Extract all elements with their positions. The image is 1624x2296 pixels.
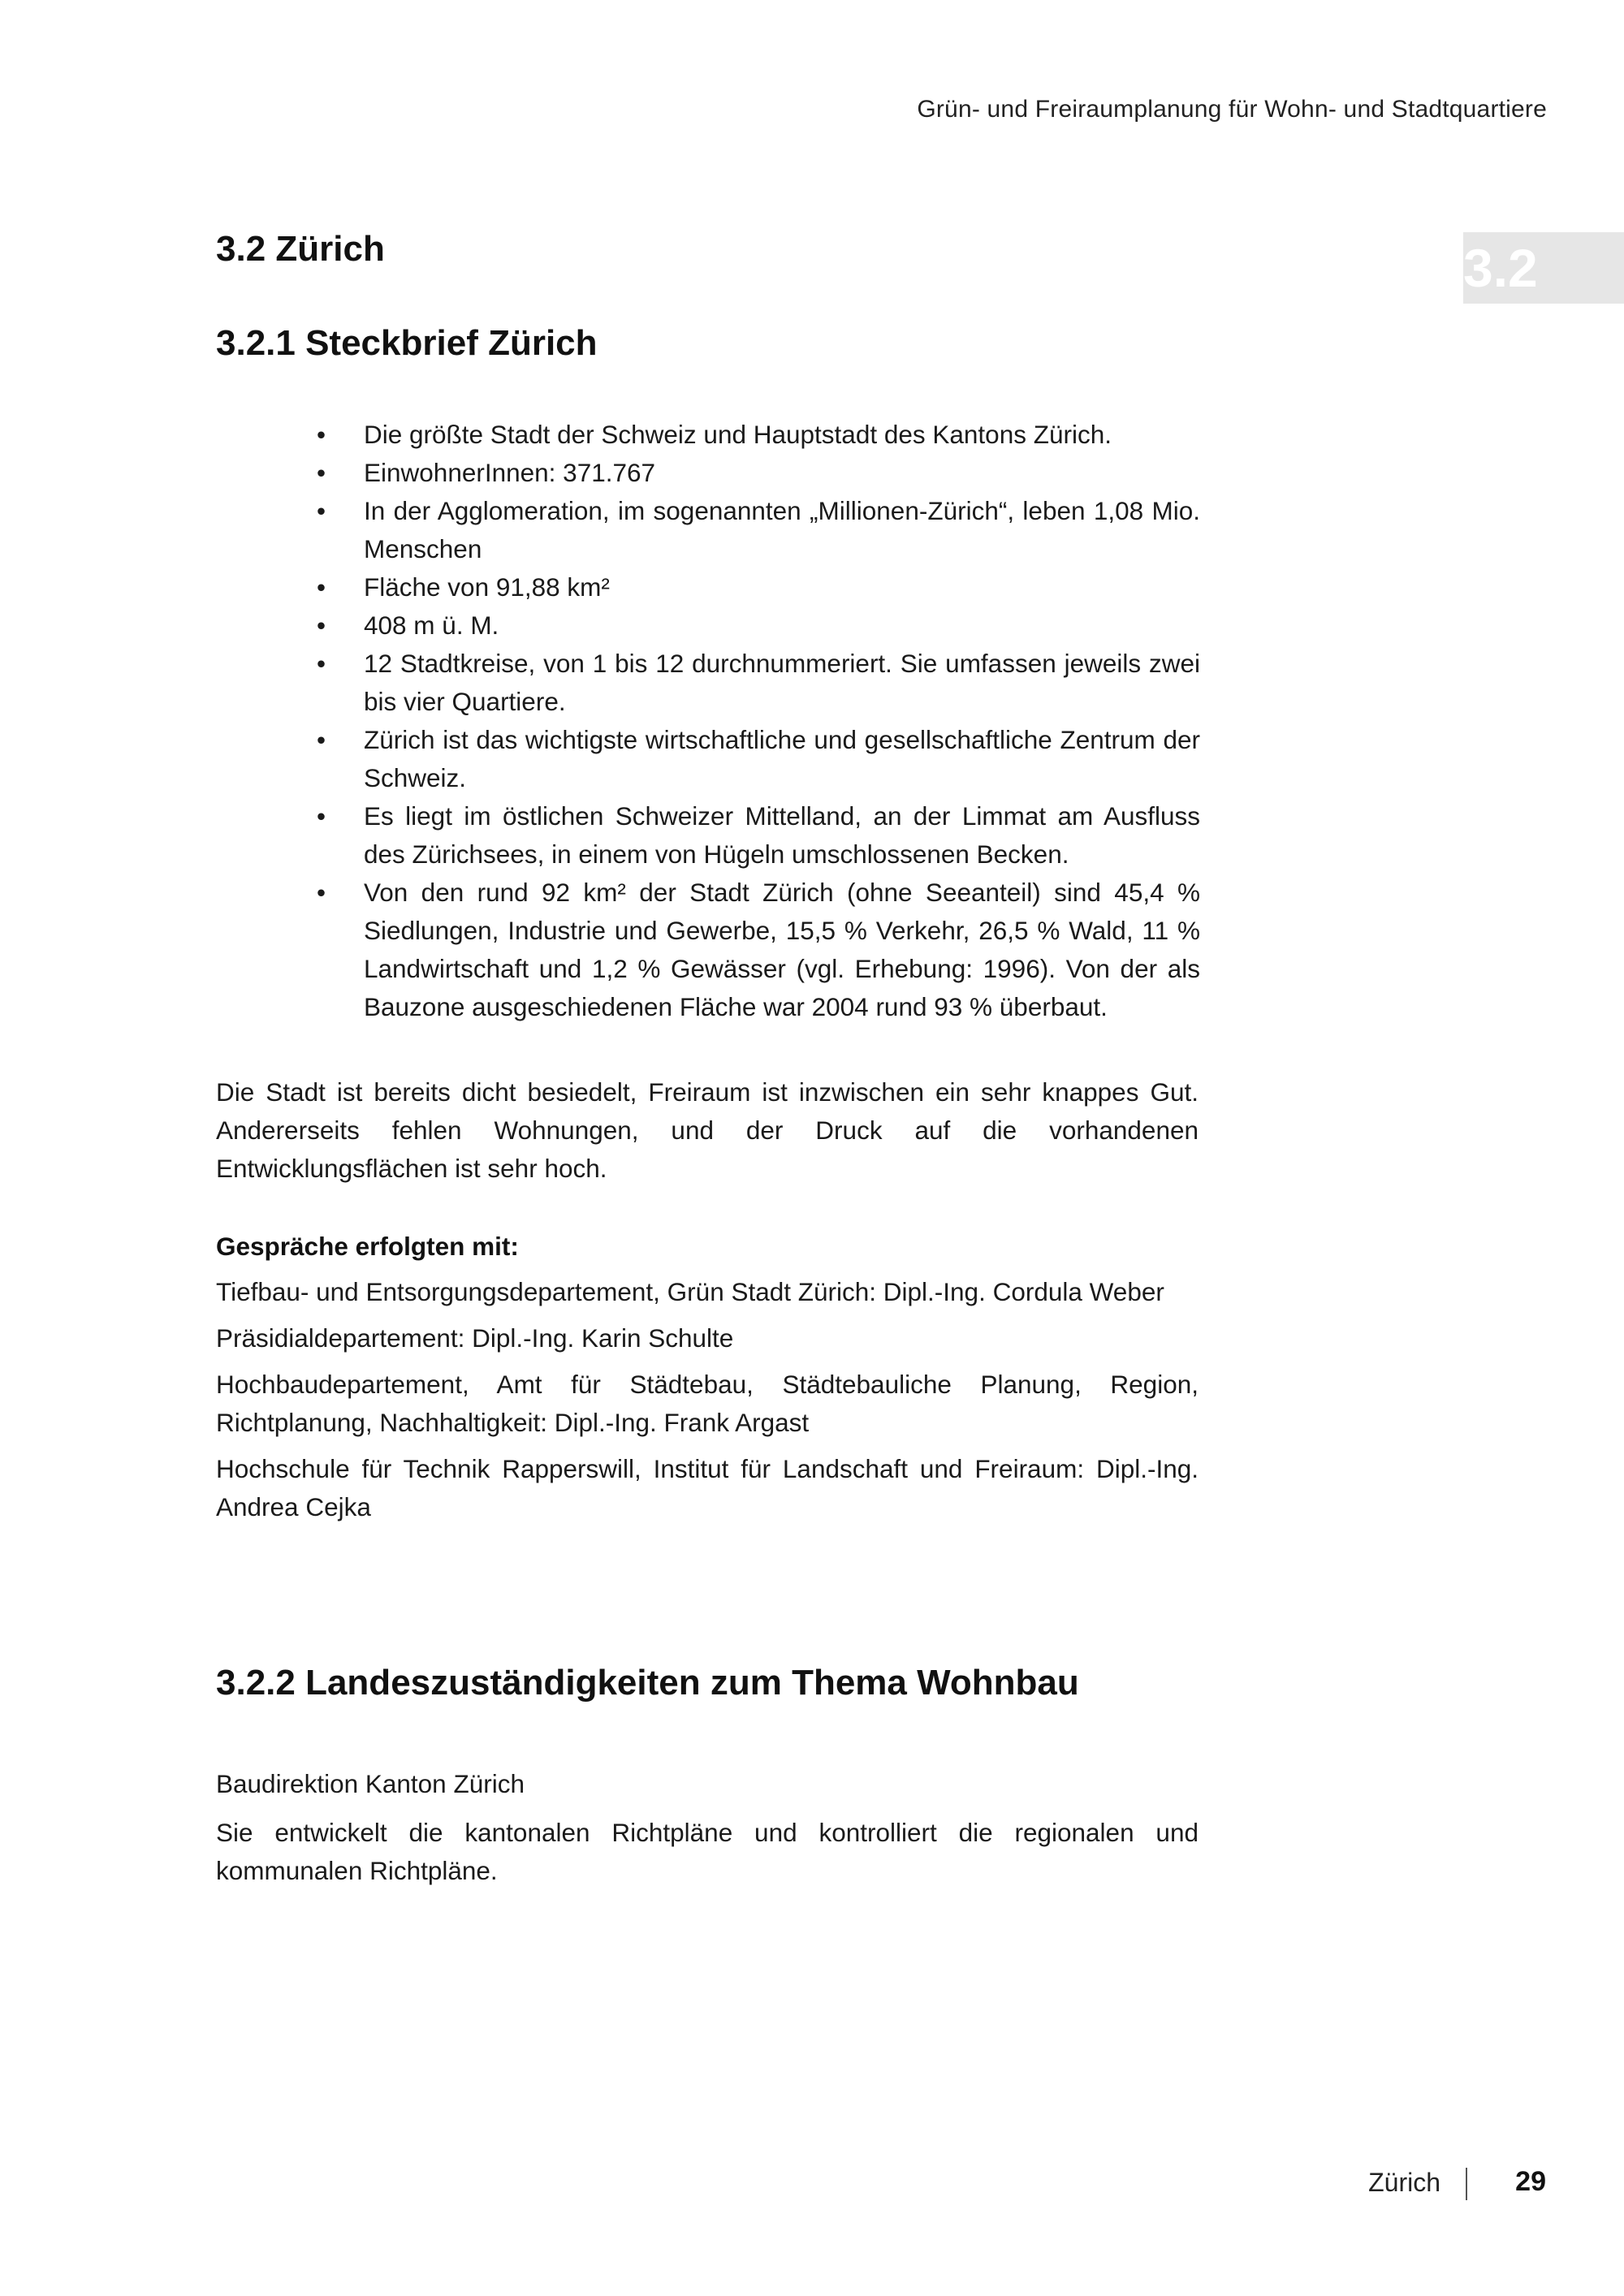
chapter-tab — [1463, 232, 1624, 304]
intro-paragraph: Die Stadt ist bereits dicht besiedelt, Freiraum ist inzwischen ein sehr knappes Gut. Andererseits fehlen Wohnungen, und der Druck auf die vorhandenen Entwicklungsflächen ist sehr hoch. — [216, 1077, 1199, 1183]
contact-item: Hochbaudepartement, Amt für Städtebau, Städtebauliche Planung, Region, Richtplanung, Nachhaltigkeit: Dipl.-Ing. Frank Argast — [216, 1370, 1199, 1437]
contact-item: Hochschule für Technik Rapperswill, Institut für Landschaft und Freiraum: Dipl.-Ing. Andrea Cejka — [216, 1454, 1199, 1521]
footer-section-label: Zürich — [1368, 2168, 1440, 2197]
footer-divider — [1466, 2168, 1467, 2200]
fact-item: • Die größte Stadt der Schweiz und Hauptstadt des Kantons Zürich. — [317, 416, 1200, 454]
fact-item: • In der Agglomeration, im sogenannten „Millionen-Zürich“, leben 1,08 Mio. Menschen — [317, 492, 1200, 568]
authority-description: Sie entwickelt die kantonalen Richtpläne und kontrolliert die regionalen und kommunalen Richtpläne. — [216, 1818, 1199, 1885]
authority-name: Baudirektion Kanton Zürich — [216, 1769, 525, 1798]
section-title: 3.2 Zürich — [216, 229, 385, 269]
contact-item: Präsidialdepartement: Dipl.-Ing. Karin Schulte — [216, 1323, 734, 1353]
subsection-title-steckbrief: 3.2.1 Steckbrief Zürich — [216, 323, 598, 363]
contacts-list — [216, 1273, 1199, 1534]
subsection-title-landes: 3.2.2 Landeszuständigkeiten zum Thema Wohnbau — [216, 1663, 1079, 1703]
fact-item: • Es liegt im östlichen Schweizer Mittelland, an der Limmat am Ausfluss des Zürichsees, in einem von Hügeln umschlossenen Becken. — [317, 797, 1200, 874]
contacts-heading: Gespräche erfolgten mit: — [216, 1232, 519, 1261]
chapter-tab-label: 3.2 — [1463, 238, 1538, 298]
fact-item: • 408 m ü. M. — [317, 606, 1200, 645]
facts-list — [317, 416, 1200, 1026]
fact-item: • EinwohnerInnen: 371.767 — [317, 454, 1200, 492]
contact-item: Tiefbau- und Entsorgungsdepartement, Grün Stadt Zürich: Dipl.-Ing. Cordula Weber — [216, 1277, 1164, 1306]
page-number: 29 — [1515, 2166, 1546, 2197]
fact-item: • 12 Stadtkreise, von 1 bis 12 durchnummeriert. Sie umfassen jeweils zwei bis vier Quartiere. — [317, 645, 1200, 721]
running-header: Grün- und Freiraumplanung für Wohn- und Stadtquartiere — [917, 96, 1547, 123]
fact-item: • Von den rund 92 km² der Stadt Zürich (ohne Seeanteil) sind 45,4 % Siedlungen, Industrie und Gewerbe, 15,5 % Verkehr, 26,5 % Wald, 11 % Landwirtschaft und 1,2 % Gewässer (vgl. Erhebung: 1996). Von der als Bauzone ausgeschiedenen Fläche war 2004 rund 93 % überbaut. — [317, 874, 1200, 1026]
fact-item: • Zürich ist das wichtigste wirtschaftliche und gesellschaftliche Zentrum der Schweiz. — [317, 721, 1200, 797]
fact-item: • Fläche von 91,88 km² — [317, 568, 1200, 606]
